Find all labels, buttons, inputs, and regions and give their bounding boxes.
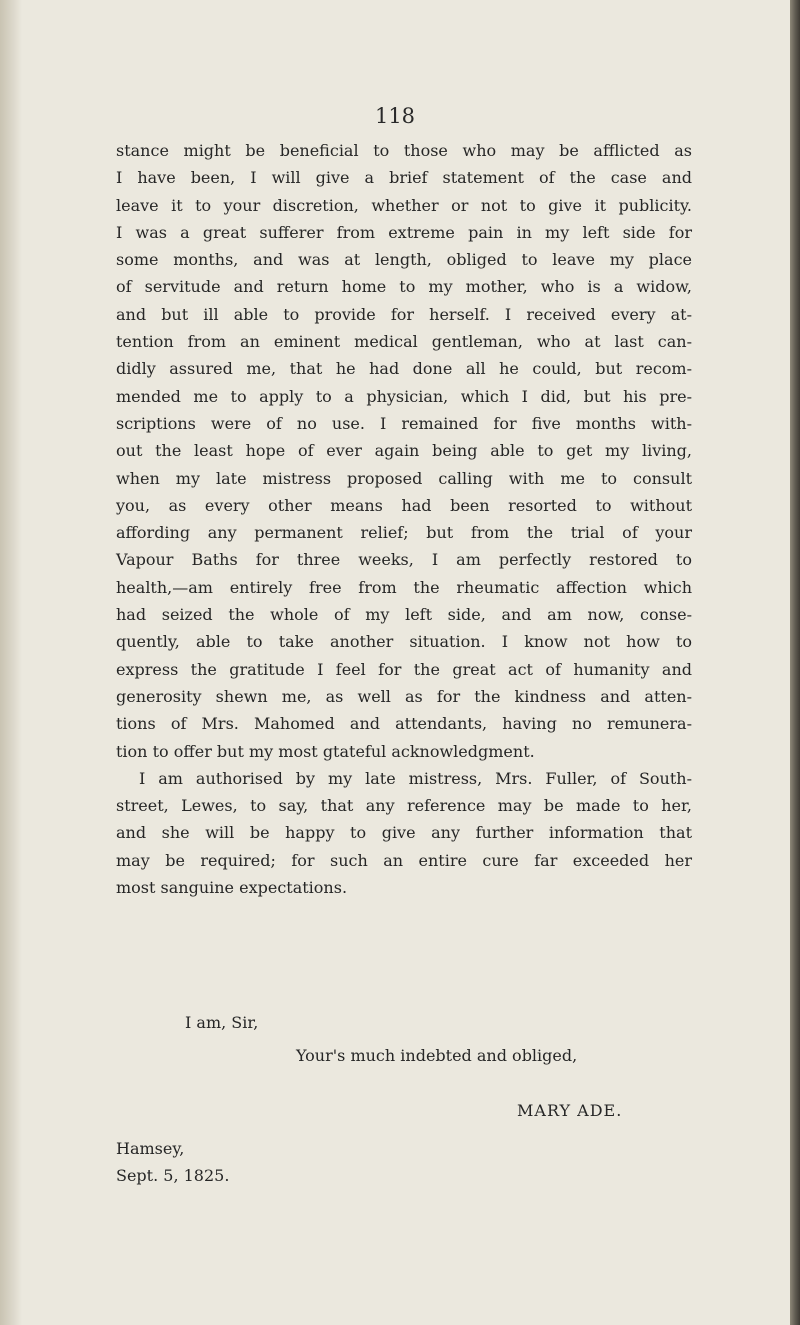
page-gutter-shadow — [0, 0, 22, 1325]
complimentary-close: Your's much indebted and obliged, — [296, 1046, 578, 1065]
text-line: mended me to apply to a physician, which I did, but his pre- — [116, 386, 692, 406]
text-line: Vapour Baths for three weeks, I am perfectly restored to — [116, 550, 692, 570]
text-line: most sanguine expectations. — [116, 878, 348, 898]
text-line: generosity shewn me, as well as for the kindness and atten- — [116, 686, 692, 706]
signature: MARY ADE. — [517, 1101, 623, 1120]
page-edge-shadow — [790, 0, 800, 1325]
text-line: out the least hope of ever again being able to get my living, — [116, 441, 692, 461]
text-line: leave it to your discretion, whether or not to give it publicity. — [116, 195, 692, 215]
text-line: express the gratitude I feel for the great act of humanity and — [116, 659, 692, 679]
text-line: and she will be happy to give any further information that — [116, 823, 692, 843]
text-line: tions of Mrs. Mahomed and attendants, having no remunera- — [116, 714, 692, 734]
letter-body — [116, 137, 692, 901]
text-line: didly assured me, that he had done all he could, but recom- — [116, 359, 692, 379]
text-line: tion to offer but my most gtateful acknowledgment. — [116, 741, 535, 761]
text-line: stance might be beneficial to those who may be afflicted as — [116, 141, 692, 160]
text-line: health,—am entirely free from the rheumatic affection which — [116, 577, 692, 597]
letter-date: Sept. 5, 1825. — [116, 1166, 230, 1185]
text-line: some months, and was at length, obliged to leave my place — [116, 250, 692, 270]
text-line: and but ill able to provide for herself. I received every at- — [116, 304, 692, 324]
text-line: may be required; for such an entire cure far exceeded her — [116, 850, 692, 870]
text-line: had seized the whole of my left side, and am now, conse- — [116, 605, 692, 625]
text-line: you, as every other means had been resorted to without — [116, 495, 692, 515]
text-line: I have been, I will give a brief statement of the case and — [116, 168, 692, 188]
text-line: quently, able to take another situation. I know not how to — [116, 632, 692, 652]
text-line: scriptions were of no use. I remained for five months with- — [116, 413, 692, 433]
text-line: when my late mistress proposed calling with me to consult — [116, 468, 692, 488]
text-line: tention from an eminent medical gentleman, who at last can- — [116, 332, 692, 352]
salutation: I am, Sir, — [185, 1013, 259, 1032]
text-line: I am authorised by my late mistress, Mrs. Fuller, of South- — [139, 768, 692, 788]
text-line: street, Lewes, to say, that any reference may be made to her, — [116, 796, 692, 816]
text-line: affording any permanent relief; but from the trial of your — [116, 523, 692, 543]
text-line: I was a great sufferer from extreme pain in my left side for — [116, 222, 692, 242]
text-line: of servitude and return home to my mother, who is a widow, — [116, 277, 692, 297]
letter-place: Hamsey, — [116, 1139, 185, 1158]
page-number: 118 — [374, 104, 416, 128]
